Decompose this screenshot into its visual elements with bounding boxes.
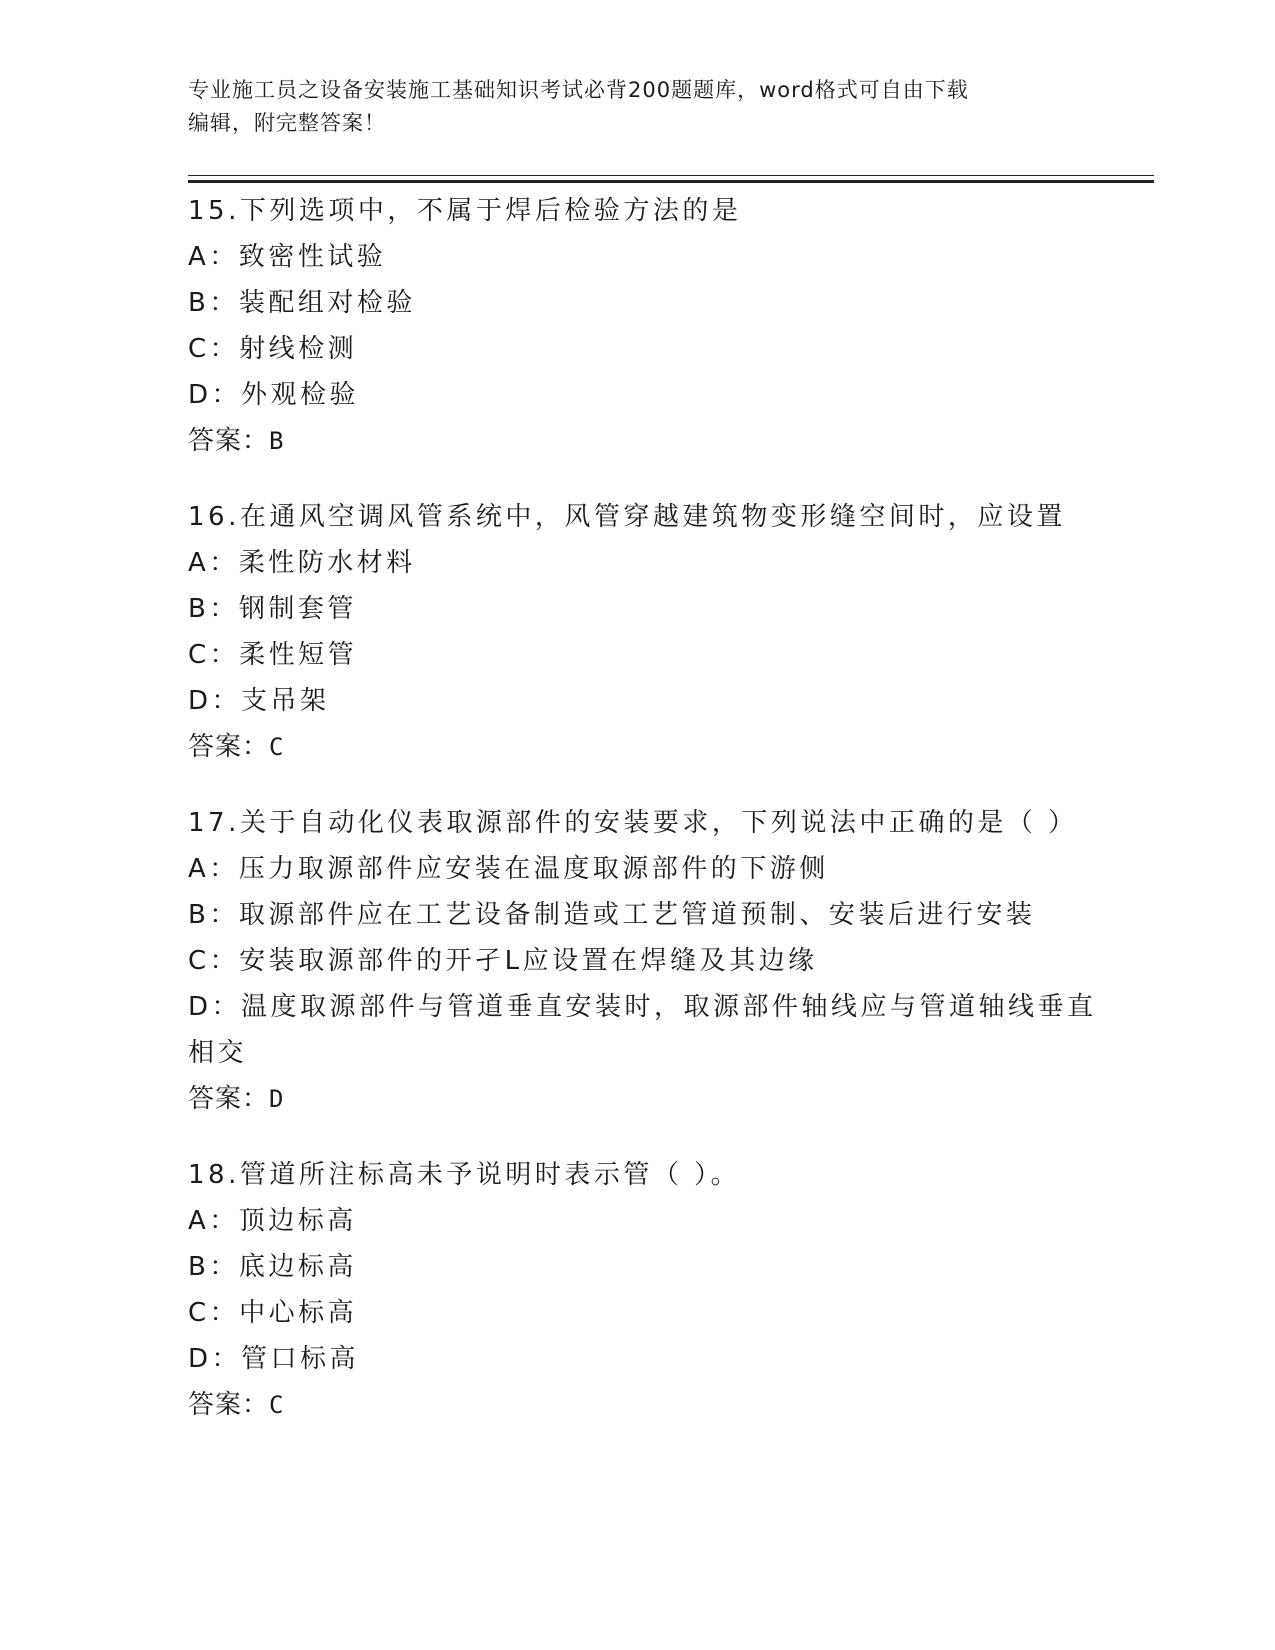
answer-value: D bbox=[269, 1085, 285, 1113]
question-stem: 15.下列选项中，不属于焊后检验方法的是 bbox=[188, 196, 742, 226]
option-d-continued: 相交 bbox=[188, 1038, 248, 1068]
option-a: A：压力取源部件应安装在温度取源部件的下游侧 bbox=[188, 854, 829, 884]
answer-value: C bbox=[269, 1391, 285, 1419]
question-18 bbox=[188, 1152, 1088, 1428]
question-list bbox=[188, 188, 1097, 1458]
answer-line bbox=[188, 724, 1088, 770]
question-stem: 16.在通风空调风管系统中，风管穿越建筑物变形缝空间时，应设置 bbox=[188, 502, 1066, 532]
question-17 bbox=[188, 800, 1097, 1122]
option-d: D：温度取源部件与管道垂直安装时，取源部件轴线应与管道轴线垂直 bbox=[188, 992, 1097, 1022]
answer-label: 答案： bbox=[188, 426, 270, 456]
option-c: C：柔性短管 bbox=[188, 640, 358, 670]
answer-line bbox=[188, 418, 1088, 464]
option-b: B：取源部件应在工艺设备制造或工艺管道预制、安装后进行安装 bbox=[188, 900, 1036, 930]
header-line-1: 专业施工员之设备安装施工基础知识考试必背200题题库，word格式可自由下载 bbox=[188, 78, 969, 102]
option-d: D：外观检验 bbox=[188, 380, 360, 410]
option-a: A：致密性试验 bbox=[188, 242, 387, 272]
option-c: C：安装取源部件的开孑L应设置在焊缝及其边缘 bbox=[188, 946, 818, 976]
answer-line bbox=[188, 1076, 1088, 1122]
document-header bbox=[188, 74, 1088, 140]
header-divider-thin bbox=[188, 175, 1154, 176]
question-stem: 18.管道所注标高未予说明时表示管（ ）。 bbox=[188, 1160, 741, 1190]
answer-line bbox=[188, 1382, 1088, 1428]
answer-label: 答案： bbox=[188, 1390, 270, 1420]
option-b: B：底边标高 bbox=[188, 1252, 357, 1282]
header-line-2: 编辑，附完整答案！ bbox=[188, 111, 386, 135]
question-16 bbox=[188, 494, 1088, 770]
answer-value: C bbox=[269, 733, 285, 761]
option-b: B：钢制套管 bbox=[188, 594, 357, 624]
option-a: A：顶边标高 bbox=[188, 1206, 357, 1236]
option-c: C：射线检测 bbox=[188, 334, 358, 364]
option-d: D：管口标高 bbox=[188, 1344, 360, 1374]
answer-label: 答案： bbox=[188, 1084, 270, 1114]
answer-value: B bbox=[269, 427, 285, 455]
option-c: C：中心标高 bbox=[188, 1298, 358, 1328]
question-15 bbox=[188, 188, 1088, 464]
option-b: B：装配组对检验 bbox=[188, 288, 416, 318]
option-a: A：柔性防水材料 bbox=[188, 548, 416, 578]
option-d: D：支吊架 bbox=[188, 686, 330, 716]
question-stem: 17.关于自动化仪表取源部件的安装要求，下列说法中正确的是（ ） bbox=[188, 808, 1078, 838]
answer-label: 答案： bbox=[188, 732, 270, 762]
header-divider-thick bbox=[188, 180, 1154, 183]
